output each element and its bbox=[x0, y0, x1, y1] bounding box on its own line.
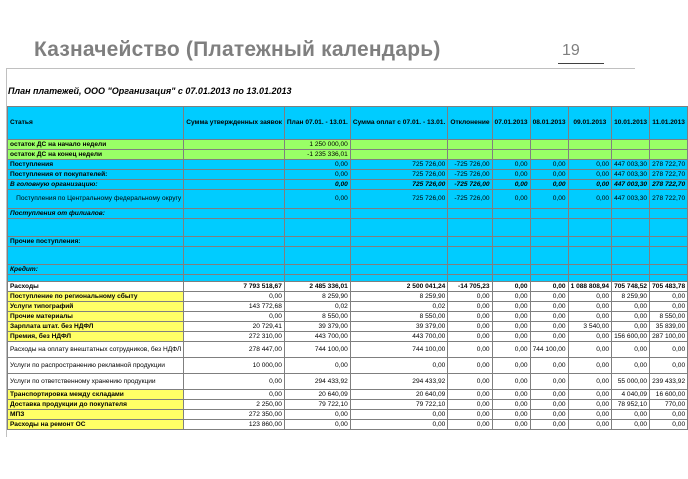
value-cell[interactable] bbox=[492, 150, 530, 160]
value-cell[interactable] bbox=[650, 140, 688, 150]
value-cell[interactable]: 0,00 bbox=[284, 160, 350, 170]
value-cell[interactable] bbox=[492, 219, 530, 237]
value-cell[interactable] bbox=[184, 275, 285, 282]
table-header-row bbox=[8, 107, 688, 140]
row-label-cell[interactable]: Поступления от филиалов: bbox=[8, 209, 184, 219]
value-cell[interactable]: 0,00 bbox=[530, 180, 568, 190]
value-cell[interactable]: 0,00 bbox=[530, 170, 568, 180]
value-cell[interactable]: 0,00 bbox=[612, 342, 650, 358]
value-cell[interactable] bbox=[568, 219, 612, 237]
value-cell[interactable] bbox=[492, 265, 530, 275]
table-row bbox=[8, 265, 688, 275]
value-cell[interactable]: 0,00 bbox=[650, 302, 688, 312]
value-cell[interactable]: 0,00 bbox=[184, 374, 285, 390]
value-cell[interactable]: 39 379,00 bbox=[284, 322, 350, 332]
value-cell[interactable]: 0,00 bbox=[650, 342, 688, 358]
value-cell[interactable]: 272 310,00 bbox=[184, 332, 285, 342]
value-cell[interactable]: 0,00 bbox=[448, 312, 492, 322]
value-cell[interactable]: 278 722,70 bbox=[650, 160, 688, 170]
value-cell[interactable]: 0,00 bbox=[448, 292, 492, 302]
value-cell[interactable] bbox=[350, 219, 447, 237]
value-cell[interactable] bbox=[530, 237, 568, 247]
value-cell[interactable]: 0,00 bbox=[492, 332, 530, 342]
value-cell[interactable] bbox=[612, 265, 650, 275]
value-cell[interactable]: 725 726,00 bbox=[350, 160, 447, 170]
value-cell[interactable]: 16 600,00 bbox=[650, 390, 688, 400]
value-cell[interactable]: 0,00 bbox=[448, 322, 492, 332]
value-cell[interactable] bbox=[492, 237, 530, 247]
value-cell[interactable]: 0,00 bbox=[568, 292, 612, 302]
value-cell[interactable]: -725 726,00 bbox=[448, 160, 492, 170]
value-cell[interactable] bbox=[184, 237, 285, 247]
value-cell[interactable]: 0,00 bbox=[612, 410, 650, 420]
table-row bbox=[8, 247, 688, 265]
value-cell[interactable] bbox=[612, 140, 650, 150]
value-cell[interactable] bbox=[448, 237, 492, 247]
row-label-cell[interactable]: Услуги по ответственному хранению продукции bbox=[8, 374, 184, 390]
value-cell[interactable] bbox=[530, 219, 568, 237]
value-cell[interactable]: 0,00 bbox=[284, 358, 350, 374]
value-cell[interactable] bbox=[448, 275, 492, 282]
value-cell[interactable]: 287 100,00 bbox=[650, 332, 688, 342]
value-cell[interactable]: 0,00 bbox=[492, 170, 530, 180]
row-label-cell[interactable]: Доставка продукции до покупателя bbox=[8, 400, 184, 410]
value-cell[interactable]: 744 100,00 bbox=[350, 342, 447, 358]
value-cell[interactable]: 0,00 bbox=[612, 420, 650, 430]
value-cell[interactable]: 78 952,10 bbox=[612, 400, 650, 410]
value-cell[interactable] bbox=[530, 247, 568, 265]
table-row bbox=[8, 374, 688, 390]
value-cell[interactable]: 1 088 808,94 bbox=[568, 282, 612, 292]
value-cell[interactable]: 2 485 336,01 bbox=[284, 282, 350, 292]
value-cell[interactable]: 0,00 bbox=[530, 390, 568, 400]
value-cell[interactable]: 0,00 bbox=[530, 312, 568, 322]
table-row bbox=[8, 140, 688, 150]
value-cell[interactable]: 35 839,00 bbox=[650, 322, 688, 332]
value-cell[interactable] bbox=[448, 247, 492, 265]
value-cell[interactable]: 0,00 bbox=[530, 410, 568, 420]
slide-title: Казначейство (Платежный календарь) bbox=[34, 38, 441, 61]
value-cell[interactable]: 278 447,00 bbox=[184, 342, 285, 358]
value-cell[interactable]: 20 729,41 bbox=[184, 322, 285, 332]
value-cell[interactable] bbox=[492, 247, 530, 265]
value-cell[interactable]: 0,00 bbox=[530, 332, 568, 342]
value-cell[interactable]: 0,00 bbox=[492, 420, 530, 430]
value-cell[interactable] bbox=[448, 219, 492, 237]
value-cell[interactable] bbox=[530, 275, 568, 282]
table-row bbox=[8, 322, 688, 332]
table-row bbox=[8, 390, 688, 400]
value-cell[interactable] bbox=[184, 265, 285, 275]
row-label-cell[interactable] bbox=[8, 219, 184, 237]
column-header[interactable]: Статья bbox=[8, 107, 184, 140]
value-cell[interactable]: 0,00 bbox=[568, 332, 612, 342]
column-header[interactable]: Сумма утвержденных заявок bbox=[184, 107, 285, 140]
table-row bbox=[8, 170, 688, 180]
value-cell[interactable]: 8 550,00 bbox=[284, 312, 350, 322]
value-cell[interactable]: 0,00 bbox=[612, 312, 650, 322]
row-label-cell[interactable]: Поступление по региональному сбыту bbox=[8, 292, 184, 302]
value-cell[interactable]: 0,00 bbox=[568, 358, 612, 374]
value-cell[interactable]: 0,00 bbox=[492, 282, 530, 292]
table-row bbox=[8, 400, 688, 410]
table-row bbox=[8, 190, 688, 209]
value-cell[interactable]: 278 722,70 bbox=[650, 170, 688, 180]
value-cell[interactable]: 0,00 bbox=[492, 160, 530, 170]
value-cell[interactable] bbox=[530, 140, 568, 150]
row-label-cell[interactable] bbox=[8, 275, 184, 282]
value-cell[interactable]: 294 433,92 bbox=[350, 374, 447, 390]
value-cell[interactable]: 0,00 bbox=[284, 180, 350, 190]
column-header[interactable]: План 07.01. - 13.01. bbox=[284, 107, 350, 140]
value-cell[interactable] bbox=[284, 209, 350, 219]
value-cell[interactable] bbox=[612, 247, 650, 265]
row-label-cell[interactable]: остаток ДС на конец недели bbox=[8, 150, 184, 160]
value-cell[interactable]: 2 500 041,24 bbox=[350, 282, 447, 292]
value-cell[interactable] bbox=[568, 150, 612, 160]
row-label-cell[interactable]: В головную организацию: bbox=[8, 180, 184, 190]
row-label-cell[interactable]: Транспортировка между складами bbox=[8, 390, 184, 400]
value-cell[interactable]: 79 722,10 bbox=[350, 400, 447, 410]
value-cell[interactable]: 0,00 bbox=[492, 410, 530, 420]
payment-calendar-table bbox=[7, 106, 688, 430]
table-row bbox=[8, 358, 688, 374]
column-header[interactable]: 09.01.2013 bbox=[568, 107, 612, 140]
column-header[interactable]: Отклонение bbox=[448, 107, 492, 140]
value-cell[interactable]: 0,00 bbox=[284, 190, 350, 209]
table-row bbox=[8, 302, 688, 312]
value-cell[interactable]: 0,00 bbox=[650, 358, 688, 374]
value-cell[interactable] bbox=[448, 140, 492, 150]
value-cell[interactable]: 0,00 bbox=[568, 170, 612, 180]
row-label-cell[interactable]: Услуги типографий bbox=[8, 302, 184, 312]
value-cell[interactable] bbox=[350, 265, 447, 275]
row-label-cell[interactable]: МПЗ bbox=[8, 410, 184, 420]
value-cell[interactable]: 0,00 bbox=[448, 400, 492, 410]
value-cell[interactable]: 0,00 bbox=[530, 374, 568, 390]
table-row bbox=[8, 150, 688, 160]
value-cell[interactable] bbox=[184, 150, 285, 160]
table-row bbox=[8, 312, 688, 322]
row-label-cell[interactable]: Кредит: bbox=[8, 265, 184, 275]
value-cell[interactable] bbox=[530, 150, 568, 160]
table-row bbox=[8, 180, 688, 190]
value-cell[interactable]: 443 700,00 bbox=[284, 332, 350, 342]
value-cell[interactable]: 123 860,00 bbox=[184, 420, 285, 430]
value-cell[interactable]: 0,00 bbox=[568, 160, 612, 170]
value-cell[interactable]: 705 483,78 bbox=[650, 282, 688, 292]
value-cell[interactable] bbox=[612, 209, 650, 219]
value-cell[interactable]: 7 793 518,67 bbox=[184, 282, 285, 292]
value-cell[interactable]: 0,00 bbox=[492, 292, 530, 302]
row-label-cell[interactable]: Поступления от покупателей: bbox=[8, 170, 184, 180]
value-cell[interactable]: 20 640,09 bbox=[350, 390, 447, 400]
value-cell[interactable] bbox=[650, 237, 688, 247]
value-cell[interactable]: 0,00 bbox=[492, 302, 530, 312]
value-cell[interactable]: 447 003,30 bbox=[612, 160, 650, 170]
value-cell[interactable] bbox=[612, 237, 650, 247]
row-label-cell[interactable]: Услуги по распространению рекламной продукции bbox=[8, 358, 184, 374]
value-cell[interactable] bbox=[612, 219, 650, 237]
value-cell[interactable]: 79 722,10 bbox=[284, 400, 350, 410]
value-cell[interactable]: 0,00 bbox=[612, 302, 650, 312]
value-cell[interactable]: 0,00 bbox=[492, 358, 530, 374]
row-label-cell[interactable]: Прочие поступления: bbox=[8, 237, 184, 247]
value-cell[interactable]: 8 259,90 bbox=[612, 292, 650, 302]
value-cell[interactable]: 0,00 bbox=[448, 410, 492, 420]
value-cell[interactable]: 0,00 bbox=[568, 390, 612, 400]
column-header[interactable]: 07.01.2013 bbox=[492, 107, 530, 140]
value-cell[interactable]: 0,00 bbox=[568, 400, 612, 410]
row-label-cell[interactable]: Премия, без НДФЛ bbox=[8, 332, 184, 342]
value-cell[interactable]: 0,00 bbox=[284, 420, 350, 430]
value-cell[interactable] bbox=[568, 265, 612, 275]
value-cell[interactable]: 156 600,00 bbox=[612, 332, 650, 342]
value-cell[interactable]: 0,02 bbox=[284, 302, 350, 312]
value-cell[interactable]: 0,00 bbox=[530, 160, 568, 170]
value-cell[interactable]: 8 259,90 bbox=[284, 292, 350, 302]
value-cell[interactable]: -725 726,00 bbox=[448, 190, 492, 209]
value-cell[interactable]: 10 000,00 bbox=[184, 358, 285, 374]
value-cell[interactable]: 0,00 bbox=[492, 374, 530, 390]
value-cell[interactable] bbox=[448, 265, 492, 275]
value-cell[interactable] bbox=[650, 209, 688, 219]
value-cell[interactable]: 2 250,00 bbox=[184, 400, 285, 410]
column-header[interactable]: 10.01.2013 bbox=[612, 107, 650, 140]
value-cell[interactable]: 0,00 bbox=[492, 312, 530, 322]
value-cell[interactable]: 4 040,09 bbox=[612, 390, 650, 400]
value-cell[interactable]: 744 100,00 bbox=[284, 342, 350, 358]
row-label-cell[interactable]: остаток ДС на начало недели bbox=[8, 140, 184, 150]
value-cell[interactable] bbox=[530, 265, 568, 275]
value-cell[interactable]: 0,00 bbox=[530, 358, 568, 374]
value-cell[interactable]: 447 003,30 bbox=[612, 190, 650, 209]
row-label-cell[interactable]: Прочие материалы bbox=[8, 312, 184, 322]
table-row bbox=[8, 160, 688, 170]
value-cell[interactable] bbox=[350, 247, 447, 265]
value-cell[interactable]: 0,00 bbox=[650, 410, 688, 420]
value-cell[interactable]: 725 726,00 bbox=[350, 170, 447, 180]
value-cell[interactable] bbox=[184, 247, 285, 265]
value-cell[interactable]: 0,00 bbox=[492, 390, 530, 400]
value-cell[interactable]: 0,00 bbox=[530, 190, 568, 209]
value-cell[interactable] bbox=[350, 150, 447, 160]
value-cell[interactable]: 0,00 bbox=[530, 292, 568, 302]
row-label-cell[interactable]: Расходы bbox=[8, 282, 184, 292]
value-cell[interactable]: 0,00 bbox=[184, 390, 285, 400]
value-cell[interactable]: 0,00 bbox=[492, 322, 530, 332]
value-cell[interactable]: 0,00 bbox=[568, 302, 612, 312]
value-cell[interactable]: 8 550,00 bbox=[650, 312, 688, 322]
value-cell[interactable] bbox=[284, 219, 350, 237]
value-cell[interactable]: -14 705,23 bbox=[448, 282, 492, 292]
value-cell[interactable]: 0,00 bbox=[448, 342, 492, 358]
value-cell[interactable]: 0,00 bbox=[612, 322, 650, 332]
value-cell[interactable]: 8 550,00 bbox=[350, 312, 447, 322]
value-cell[interactable] bbox=[650, 247, 688, 265]
value-cell[interactable]: 0,00 bbox=[448, 420, 492, 430]
value-cell[interactable]: 705 748,52 bbox=[612, 282, 650, 292]
value-cell[interactable] bbox=[184, 190, 285, 209]
value-cell[interactable] bbox=[284, 237, 350, 247]
value-cell[interactable]: 0,00 bbox=[530, 302, 568, 312]
table-row bbox=[8, 292, 688, 302]
value-cell[interactable]: 0,00 bbox=[492, 342, 530, 358]
column-header[interactable]: 11.01.2013 bbox=[650, 107, 688, 140]
table-row bbox=[8, 219, 688, 237]
row-label-cell[interactable]: Зарплата штат. без НДФЛ bbox=[8, 322, 184, 332]
value-cell[interactable]: 0,00 bbox=[568, 342, 612, 358]
value-cell[interactable] bbox=[568, 275, 612, 282]
value-cell[interactable]: 0,00 bbox=[530, 420, 568, 430]
value-cell[interactable]: 0,00 bbox=[530, 282, 568, 292]
value-cell[interactable]: 0,00 bbox=[650, 420, 688, 430]
value-cell[interactable]: 20 640,09 bbox=[284, 390, 350, 400]
value-cell[interactable] bbox=[650, 219, 688, 237]
value-cell[interactable]: 0,00 bbox=[284, 170, 350, 180]
value-cell[interactable]: 0,00 bbox=[448, 358, 492, 374]
value-cell[interactable] bbox=[184, 219, 285, 237]
value-cell[interactable]: 0,00 bbox=[650, 292, 688, 302]
value-cell[interactable]: 39 379,00 bbox=[350, 322, 447, 332]
value-cell[interactable]: 0,00 bbox=[568, 410, 612, 420]
table-row bbox=[8, 420, 688, 430]
value-cell[interactable] bbox=[568, 247, 612, 265]
value-cell[interactable]: 8 259,90 bbox=[350, 292, 447, 302]
value-cell[interactable]: 443 700,00 bbox=[350, 332, 447, 342]
value-cell[interactable]: 770,00 bbox=[650, 400, 688, 410]
value-cell[interactable] bbox=[350, 275, 447, 282]
value-cell[interactable] bbox=[568, 140, 612, 150]
value-cell[interactable] bbox=[448, 150, 492, 160]
value-cell[interactable] bbox=[184, 160, 285, 170]
column-header[interactable]: Сумма оплат с 07.01. - 13.01. bbox=[350, 107, 447, 140]
value-cell[interactable]: 0,00 bbox=[448, 374, 492, 390]
value-cell[interactable] bbox=[492, 140, 530, 150]
value-cell[interactable]: 725 726,00 bbox=[350, 180, 447, 190]
table-row bbox=[8, 275, 688, 282]
value-cell[interactable] bbox=[284, 265, 350, 275]
value-cell[interactable]: 0,00 bbox=[530, 400, 568, 410]
column-header[interactable]: 08.01.2013 bbox=[530, 107, 568, 140]
value-cell[interactable]: 0,02 bbox=[350, 302, 447, 312]
value-cell[interactable]: 0,00 bbox=[492, 400, 530, 410]
value-cell[interactable] bbox=[650, 275, 688, 282]
value-cell[interactable]: 0,00 bbox=[530, 322, 568, 332]
value-cell[interactable]: 447 003,30 bbox=[612, 170, 650, 180]
payment-plan-title: План платежей, ООО "Организация" с 07.01.2013 по 13.01.2013 bbox=[8, 86, 292, 96]
value-cell[interactable]: 0,00 bbox=[568, 312, 612, 322]
value-cell[interactable]: 272 350,00 bbox=[184, 410, 285, 420]
value-cell[interactable] bbox=[350, 140, 447, 150]
slide-number: 19 bbox=[562, 42, 580, 59]
value-cell[interactable] bbox=[612, 275, 650, 282]
slide-number-underline bbox=[558, 63, 604, 64]
value-cell[interactable] bbox=[184, 209, 285, 219]
row-label-cell[interactable]: Поступления bbox=[8, 160, 184, 170]
value-cell[interactable]: 0,00 bbox=[568, 190, 612, 209]
table-body bbox=[8, 140, 688, 430]
value-cell[interactable]: 0,00 bbox=[350, 358, 447, 374]
row-label-cell[interactable]: Поступления по Центральному федеральному округу bbox=[8, 190, 184, 209]
value-cell[interactable]: 0,00 bbox=[568, 420, 612, 430]
value-cell[interactable] bbox=[350, 209, 447, 219]
table-row bbox=[8, 282, 688, 292]
row-label-cell[interactable]: Расходы на оплату внештатных сотрудников, без НДФЛ bbox=[8, 342, 184, 358]
value-cell[interactable]: -725 726,00 bbox=[448, 170, 492, 180]
value-cell[interactable] bbox=[492, 275, 530, 282]
value-cell[interactable] bbox=[184, 170, 285, 180]
value-cell[interactable]: 1 250 000,00 bbox=[284, 140, 350, 150]
value-cell[interactable] bbox=[184, 180, 285, 190]
value-cell[interactable] bbox=[350, 237, 447, 247]
value-cell[interactable] bbox=[568, 237, 612, 247]
value-cell[interactable]: 55 000,00 bbox=[612, 374, 650, 390]
value-cell[interactable]: 447 003,30 bbox=[612, 180, 650, 190]
value-cell[interactable] bbox=[612, 150, 650, 160]
value-cell[interactable] bbox=[568, 209, 612, 219]
value-cell[interactable]: 0,00 bbox=[492, 190, 530, 209]
value-cell[interactable]: 0,00 bbox=[184, 312, 285, 322]
value-cell[interactable]: 0,00 bbox=[568, 180, 612, 190]
value-cell[interactable]: 278 722,70 bbox=[650, 180, 688, 190]
value-cell[interactable] bbox=[284, 275, 350, 282]
value-cell[interactable]: 3 540,00 bbox=[568, 322, 612, 332]
value-cell[interactable] bbox=[492, 209, 530, 219]
value-cell[interactable] bbox=[650, 265, 688, 275]
table-row bbox=[8, 209, 688, 219]
value-cell[interactable] bbox=[650, 150, 688, 160]
table-row bbox=[8, 237, 688, 247]
value-cell[interactable]: 0,00 bbox=[184, 292, 285, 302]
value-cell[interactable]: 0,00 bbox=[448, 332, 492, 342]
value-cell[interactable]: 0,00 bbox=[448, 390, 492, 400]
table-row bbox=[8, 342, 688, 358]
value-cell[interactable] bbox=[184, 140, 285, 150]
value-cell[interactable]: 725 726,00 bbox=[350, 190, 447, 209]
value-cell[interactable]: 0,00 bbox=[350, 410, 447, 420]
value-cell[interactable] bbox=[530, 209, 568, 219]
row-label-cell[interactable]: Расходы на ремонт ОС bbox=[8, 420, 184, 430]
value-cell[interactable]: -1 235 336,01 bbox=[284, 150, 350, 160]
table-row bbox=[8, 410, 688, 420]
row-label-cell[interactable] bbox=[8, 247, 184, 265]
value-cell[interactable]: 239 433,92 bbox=[650, 374, 688, 390]
value-cell[interactable]: -725 726,00 bbox=[448, 180, 492, 190]
value-cell[interactable]: 0,00 bbox=[284, 410, 350, 420]
value-cell[interactable]: 278 722,70 bbox=[650, 190, 688, 209]
value-cell[interactable]: 0,00 bbox=[492, 180, 530, 190]
value-cell[interactable]: 143 772,68 bbox=[184, 302, 285, 312]
value-cell[interactable] bbox=[448, 209, 492, 219]
value-cell[interactable]: 0,00 bbox=[612, 358, 650, 374]
value-cell[interactable]: 0,00 bbox=[350, 420, 447, 430]
table-row bbox=[8, 332, 688, 342]
value-cell[interactable]: 294 433,92 bbox=[284, 374, 350, 390]
value-cell[interactable]: 0,00 bbox=[568, 374, 612, 390]
value-cell[interactable]: 0,00 bbox=[448, 302, 492, 312]
value-cell[interactable] bbox=[284, 247, 350, 265]
value-cell[interactable]: 744 100,00 bbox=[530, 342, 568, 358]
